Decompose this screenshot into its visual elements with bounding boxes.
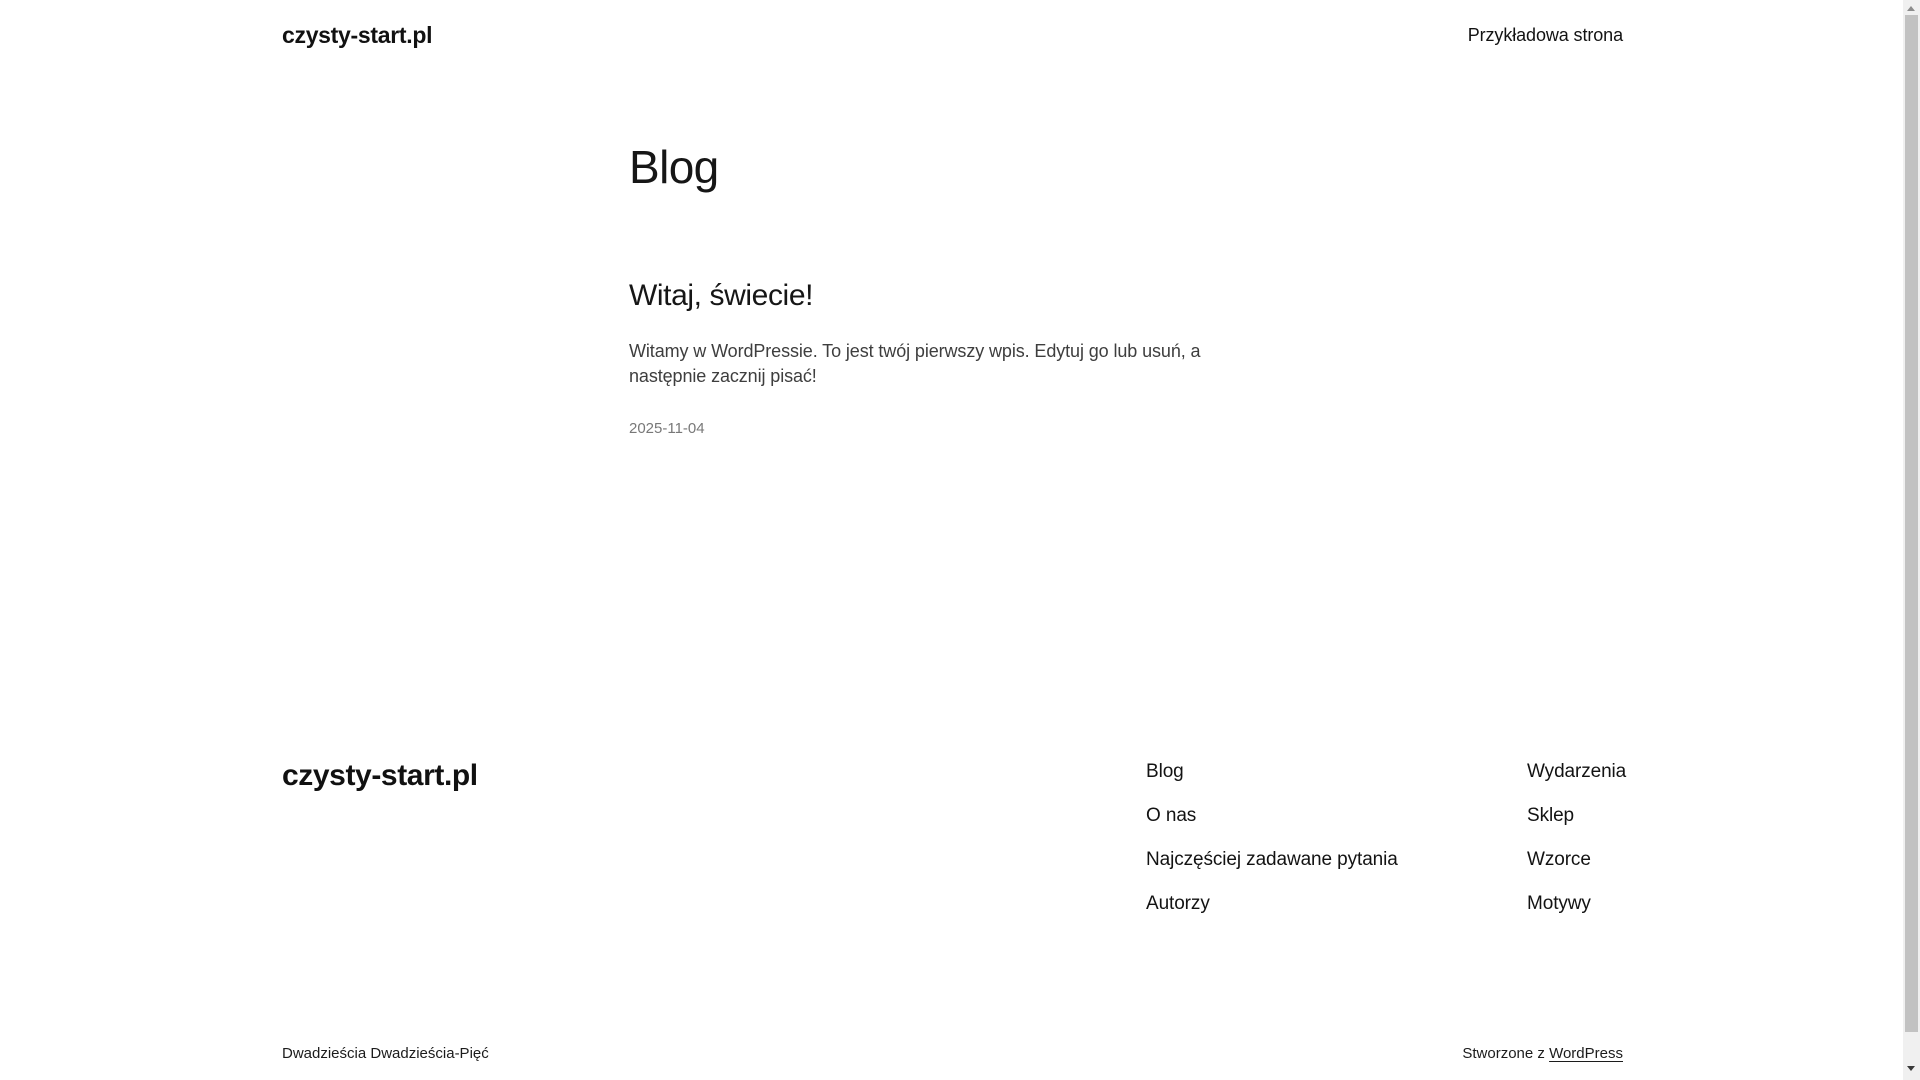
footer-link-autorzy[interactable]: Autorzy [1146, 893, 1210, 914]
post-title-link[interactable]: Witaj, świecie! [629, 279, 814, 312]
footer-link-najczesciej-zadawane-pytania[interactable]: Najczęściej zadawane pytania [1146, 849, 1398, 870]
header-nav [1468, 25, 1623, 46]
site-footer [282, 758, 1627, 917]
footer-link-wydarzenia[interactable]: Wydarzenia [1527, 761, 1627, 782]
scrollbar-track[interactable] [1903, 0, 1920, 1080]
footer-link-sklep[interactable]: Sklep [1527, 805, 1575, 826]
credits [1462, 1044, 1623, 1064]
footer-nav-column-1 [1146, 758, 1527, 917]
nav-link-przykladowa-strona[interactable]: Przykładowa strona [1467, 24, 1623, 45]
credit-prefix: Stworzone z [1462, 1045, 1550, 1062]
post-date: 2025-11-04 [629, 420, 705, 437]
footer-link-o-nas[interactable]: O nas [1146, 805, 1197, 826]
scrollbar-thumb[interactable] [1905, 15, 1918, 1032]
footer-link-motywy[interactable]: Motywy [1527, 893, 1591, 914]
footer-link-blog[interactable]: Blog [1146, 761, 1184, 782]
main-content [629, 141, 1274, 439]
scrollbar-up-icon[interactable] [1907, 6, 1915, 11]
post-item [629, 278, 1274, 439]
site-header [0, 0, 1903, 70]
header-site-title-link[interactable]: czysty-start.pl [282, 21, 433, 48]
footer-nav [1146, 758, 1627, 917]
scrollbar-down-icon[interactable] [1907, 1066, 1915, 1071]
post-excerpt: Witamy w WordPressie. To jest twój pierwszy wpis. Edytuj go lub usuń, a następnie zacznij pisać! [629, 341, 1201, 386]
wordpress-link[interactable]: WordPress [1549, 1045, 1623, 1062]
footer-bottom-bar [282, 1044, 1623, 1064]
footer-nav-column-2 [1527, 758, 1627, 917]
page-title: Blog [629, 141, 719, 193]
footer-site-title-link[interactable]: czysty-start.pl [282, 759, 478, 792]
footer-link-wzorce[interactable]: Wzorce [1527, 849, 1591, 870]
theme-name: Dwadzieścia Dwadzieścia-Pięć [282, 1045, 489, 1062]
